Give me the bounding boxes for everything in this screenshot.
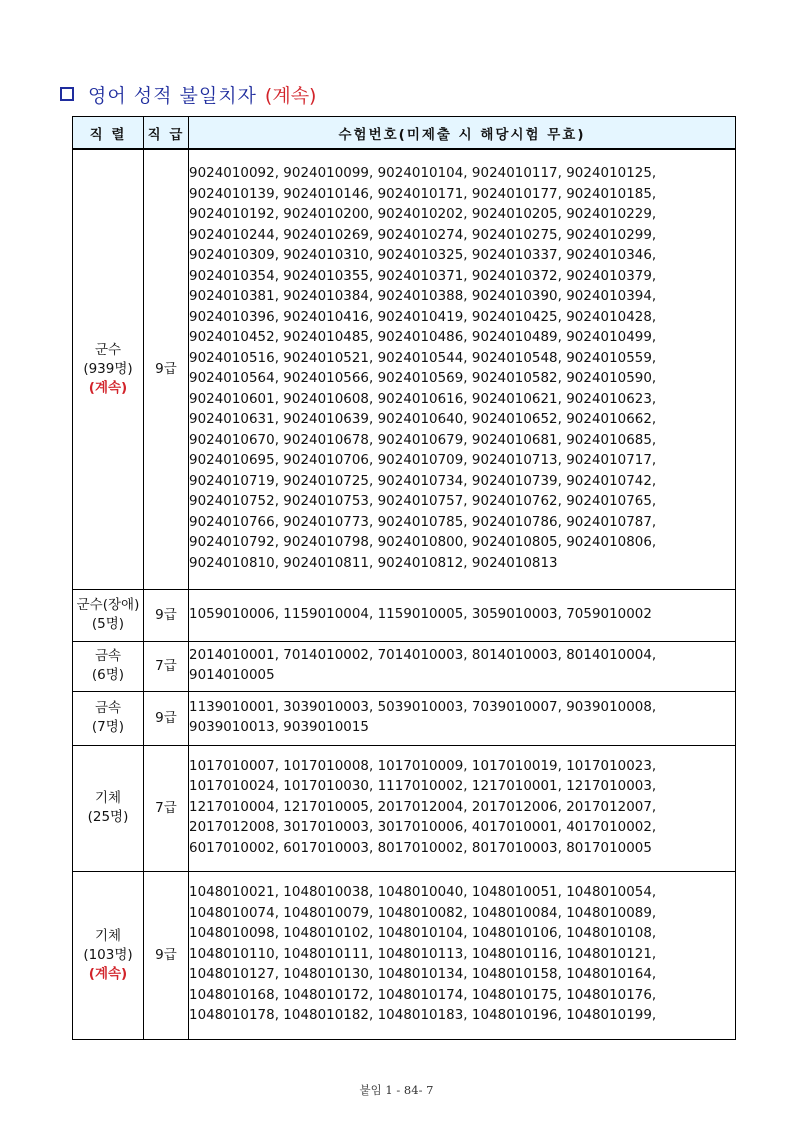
number-line: 9024010092, 9024010099, 9024010104, 9024010117, 9024010125, [189,166,657,182]
numbers-cell [189,589,736,641]
grade-cell: 7급 [144,745,189,871]
number-line: 9014010005 [189,668,275,683]
number-line: 9024010695, 9024010706, 9024010709, 9024010713, 9024010717, [189,453,657,469]
continued-note: (계속) [88,379,128,396]
numbers-cell [189,691,736,745]
heading-continued: (계속) [264,84,317,107]
grade-cell: 9급 [144,149,189,589]
number-line: 9024010309, 9024010310, 9024010325, 9024010337, 9024010346, [189,248,657,264]
job-cell [73,745,144,871]
job-count: (939명) [83,360,133,377]
continued-note: (계속) [88,965,128,982]
number-line: 1048010098, 1048010102, 1048010104, 1048010106, 1048010108, [189,926,657,942]
number-line: 2014010001, 7014010002, 7014010003, 8014010003, 8014010004, [189,647,657,663]
numbers-cell [189,871,736,1039]
number-line: 1048010021, 1048010038, 1048010040, 1048010051, 1048010054, [189,885,657,901]
number-line: 9024010516, 9024010521, 9024010544, 9024010548, 9024010559, [189,350,657,366]
job-name: 금속 [94,700,122,716]
table-row [73,149,736,589]
number-line: 9024010452, 9024010485, 9024010486, 9024010489, 9024010499, [189,330,657,346]
table-row [73,589,736,641]
header-numbers: 수험번호(미제출 시 해당시험 무효) [189,117,736,150]
grade-cell: 9급 [144,871,189,1039]
number-line: 1017010007, 1017010008, 1017010009, 1017010019, 1017010023, [189,758,657,774]
number-line: 2017012008, 3017010003, 3017010006, 4017010001, 4017010002, [189,820,657,836]
numbers-cell [189,149,736,589]
number-line: 9024010752, 9024010753, 9024010757, 9024010762, 9024010765, [189,494,657,510]
number-line: 6017010002, 6017010003, 8017010002, 8017010003, 8017010005 [189,840,652,856]
number-line: 1059010006, 1159010004, 1159010005, 3059010003, 7059010002 [189,606,652,622]
job-name: 군수 [94,341,122,358]
number-line: 9024010719, 9024010725, 9024010734, 9024010739, 9024010742, [189,473,657,489]
job-name: 금속 [94,648,122,664]
number-line: 1139010001, 3039010003, 5039010003, 7039010007, 9039010008, [189,699,657,715]
job-cell [73,871,144,1039]
number-line: 1217010004, 1217010005, 2017012004, 2017012006, 2017012007, [189,799,657,815]
number-line: 9024010354, 9024010355, 9024010371, 9024010372, 9024010379, [189,268,657,284]
section-heading [60,82,316,106]
job-count: (5명) [91,616,125,632]
number-line: 9024010670, 9024010678, 9024010679, 9024010681, 9024010685, [189,432,657,448]
job-name: 기체 [94,790,122,806]
number-line: 1048010127, 1048010130, 1048010134, 1048010158, 1048010164, [189,967,657,983]
header-grade: 직 급 [144,117,189,150]
heading-title: 영어 성적 불일치자 [88,84,257,107]
number-line: 9024010564, 9024010566, 9024010569, 9024010582, 9024010590, [189,371,657,387]
number-line: 9024010601, 9024010608, 9024010616, 9024010621, 9024010623, [189,391,657,407]
grade-cell: 7급 [144,641,189,691]
number-line: 9039010013, 9039010015 [189,720,370,735]
number-line: 9024010396, 9024010416, 9024010419, 9024010425, 9024010428, [189,309,657,325]
grade-cell: 9급 [144,589,189,641]
table-row [73,871,736,1039]
number-line: 1048010178, 1048010182, 1048010183, 1048010196, 1048010199, [189,1008,657,1024]
number-line: 9024010244, 9024010269, 9024010274, 9024010275, 9024010299, [189,227,657,243]
number-line: 1048010074, 1048010079, 1048010082, 1048010084, 1048010089, [189,905,657,921]
number-line: 9024010792, 9024010798, 9024010800, 9024010805, 9024010806, [189,535,657,551]
job-cell [73,641,144,691]
job-name: 군수(장애) [76,597,140,613]
job-cell [73,149,144,589]
checkbox-square-icon [60,87,74,101]
header-job: 직 렬 [73,117,144,150]
numbers-cell [189,745,736,871]
number-line: 9024010192, 9024010200, 9024010202, 9024010205, 9024010229, [189,207,657,223]
table-row [73,691,736,745]
job-cell [73,691,144,745]
table-header-row [73,117,736,150]
table-row [73,745,736,871]
job-count: (7명) [91,719,125,735]
number-line: 9024010766, 9024010773, 9024010785, 9024010786, 9024010787, [189,514,657,530]
job-name: 기체 [94,927,122,944]
job-count: (25명) [87,809,129,825]
job-count: (103명) [83,946,133,963]
number-line: 1048010168, 1048010172, 1048010174, 1048010175, 1048010176, [189,987,657,1003]
number-line: 9024010631, 9024010639, 9024010640, 9024010652, 9024010662, [189,412,657,428]
number-line: 9024010139, 9024010146, 9024010171, 9024010177, 9024010185, [189,186,657,202]
number-line: 1048010110, 1048010111, 1048010113, 1048010116, 1048010121, [189,946,657,962]
grade-cell: 9급 [144,691,189,745]
job-count: (6명) [91,667,125,683]
page-footer: 붙임 1 - 84- 7 [359,1083,434,1097]
job-cell [73,589,144,641]
applicant-number-table [72,116,736,1040]
number-line: 9024010810, 9024010811, 9024010812, 9024010813 [189,555,558,571]
number-line: 1017010024, 1017010030, 1117010002, 1217010001, 1217010003, [189,779,657,795]
numbers-cell [189,641,736,691]
number-line: 9024010381, 9024010384, 9024010388, 9024010390, 9024010394, [189,289,657,305]
table-row [73,641,736,691]
